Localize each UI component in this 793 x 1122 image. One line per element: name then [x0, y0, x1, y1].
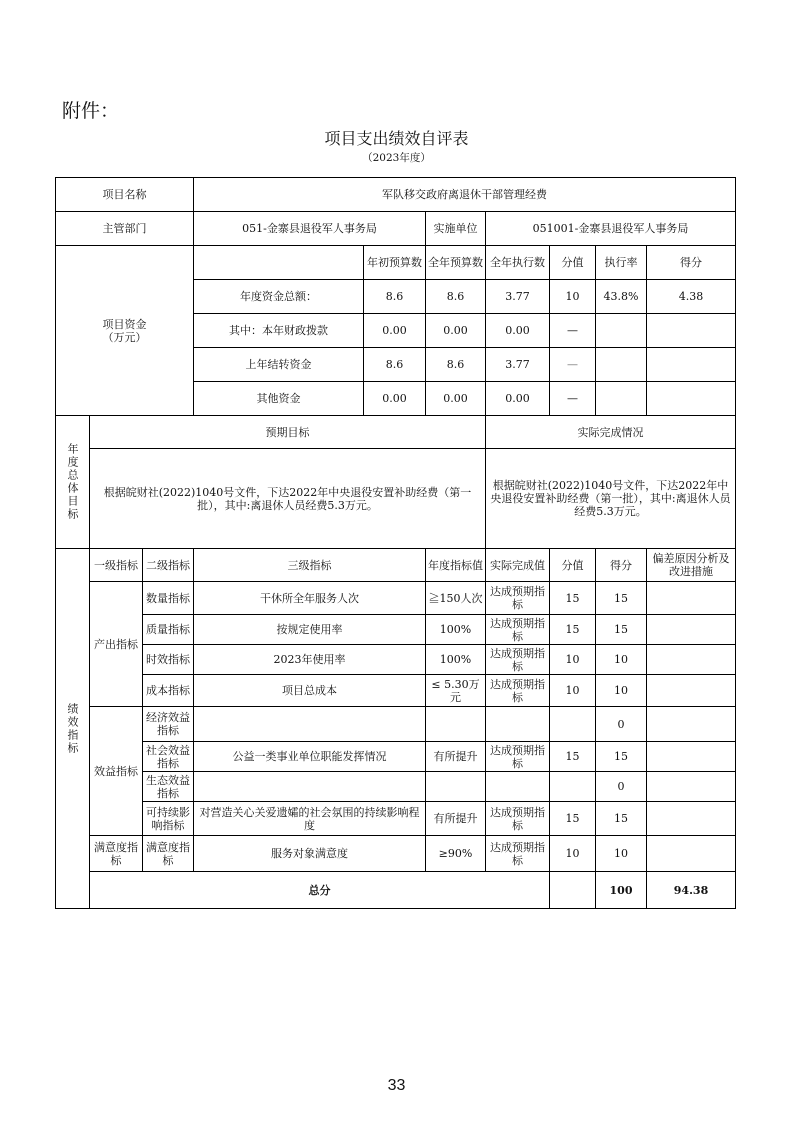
actual-cell [486, 707, 550, 742]
target-cell: ≧150人次 [426, 582, 486, 615]
dept-label: 主管部门 [56, 212, 194, 246]
l3-cell: 按规定使用率 [194, 615, 426, 645]
dept-value: 051-金寨县退役军人事务局 [194, 212, 426, 246]
funds-header-col: 全年预算数 [426, 246, 486, 280]
expected-goal-header: 预期目标 [90, 416, 486, 449]
funds-cell: 0.00 [426, 382, 486, 416]
l3-cell: 2023年使用率 [194, 645, 426, 675]
indicator-row [56, 802, 736, 836]
indicator-row [56, 707, 736, 742]
note-cell [647, 742, 736, 772]
l3-cell: 对营造关心关爱遗孀的社会氛围的持续影响程度 [194, 802, 426, 836]
funds-row-label: 上年结转资金 [194, 348, 364, 382]
total-actual-blank [550, 872, 596, 909]
score-val-cell [550, 772, 596, 802]
funds-cell: 0.00 [486, 382, 550, 416]
funds-cell: — [550, 382, 596, 416]
score-cell: 15 [596, 615, 647, 645]
satisfaction-indicator-label: 满意度指标 [90, 836, 143, 872]
project-name-row [56, 178, 736, 212]
score-cell: 15 [596, 582, 647, 615]
score-val-cell [550, 707, 596, 742]
score-val-cell: 10 [550, 645, 596, 675]
funds-header-col: 分值 [550, 246, 596, 280]
impl-label: 实施单位 [426, 212, 486, 246]
l3-cell: 项目总成本 [194, 675, 426, 707]
l2-cell: 质量指标 [143, 615, 194, 645]
page-number: 33 [387, 1077, 406, 1094]
score-val-cell: 15 [550, 802, 596, 836]
goals-content-row [56, 449, 736, 549]
funds-cell: 43.8% [596, 280, 647, 314]
funds-cell: 0.00 [486, 314, 550, 348]
funds-label: 项目资金 （万元） [56, 246, 194, 416]
funds-cell [647, 348, 736, 382]
l2-cell: 可持续影响指标 [143, 802, 194, 836]
target-cell [426, 772, 486, 802]
l3-cell: 干休所全年服务人次 [194, 582, 426, 615]
note-cell [647, 836, 736, 872]
funds-cell: — [550, 348, 596, 382]
perf-header: 分值 [550, 549, 596, 582]
actual-goal-header: 实际完成情况 [486, 416, 736, 449]
evaluation-table [55, 177, 736, 909]
l3-cell: 公益一类事业单位职能发挥情况 [194, 742, 426, 772]
funds-cell: 0.00 [364, 314, 426, 348]
funds-cell: — [550, 314, 596, 348]
indicator-row [56, 615, 736, 645]
l2-cell: 社会效益指标 [143, 742, 194, 772]
indicator-row [56, 582, 736, 615]
score-val-cell: 15 [550, 742, 596, 772]
funds-cell: 8.6 [364, 280, 426, 314]
l2-cell: 经济效益指标 [143, 707, 194, 742]
funds-cell: 0.00 [426, 314, 486, 348]
indicator-row [56, 675, 736, 707]
actual-cell: 达成预期指标 [486, 675, 550, 707]
l3-cell [194, 772, 426, 802]
l2-cell: 生态效益指标 [143, 772, 194, 802]
funds-header-col: 执行率 [596, 246, 647, 280]
funds-cell [596, 348, 647, 382]
l3-cell: 服务对象满意度 [194, 836, 426, 872]
score-cell: 10 [596, 675, 647, 707]
target-cell: 有所提升 [426, 802, 486, 836]
funds-cell: 8.6 [364, 348, 426, 382]
note-cell [647, 675, 736, 707]
funds-cell [596, 382, 647, 416]
project-name-value: 军队移交政府离退休干部管理经费 [194, 178, 736, 212]
actual-cell: 达成预期指标 [486, 615, 550, 645]
perf-header-row [56, 549, 736, 582]
perf-label: 绩效指标 [56, 549, 90, 909]
total-score: 94.38 [647, 872, 736, 909]
funds-cell: 4.38 [647, 280, 736, 314]
indicator-row [56, 836, 736, 872]
perf-header: 二级指标 [143, 549, 194, 582]
target-cell: ≤ 5.30万元 [426, 675, 486, 707]
output-indicator-label: 产出指标 [90, 582, 143, 707]
actual-goal-text: 根据皖财社(2022)1040号文件，下达2022年中央退役安置补助经费（第一批），其中:离退休人员经费5.3万元。 [486, 449, 736, 549]
benefit-indicator-label: 效益指标 [90, 707, 143, 836]
perf-header: 偏差原因分析及改进措施 [647, 549, 736, 582]
note-cell [647, 707, 736, 742]
project-name-label: 项目名称 [56, 178, 194, 212]
funds-cell: 3.77 [486, 348, 550, 382]
score-cell: 15 [596, 802, 647, 836]
funds-cell: 10 [550, 280, 596, 314]
goals-header-row [56, 416, 736, 449]
page-title: 项目支出绩效自评表 [324, 129, 469, 148]
perf-header: 得分 [596, 549, 647, 582]
attachment-label: 附件： [62, 100, 120, 122]
actual-cell: 达成预期指标 [486, 836, 550, 872]
note-cell [647, 645, 736, 675]
funds-cell [596, 314, 647, 348]
actual-cell: 达成预期指标 [486, 742, 550, 772]
actual-cell: 达成预期指标 [486, 582, 550, 615]
target-cell: 有所提升 [426, 742, 486, 772]
l2-cell: 时效指标 [143, 645, 194, 675]
target-cell: 100% [426, 615, 486, 645]
perf-header: 年度指标值 [426, 549, 486, 582]
perf-header: 实际完成值 [486, 549, 550, 582]
year-subtitle: （2023年度） [362, 152, 431, 164]
score-val-cell: 15 [550, 615, 596, 645]
total-label: 总分 [90, 872, 550, 909]
score-val-cell: 10 [550, 836, 596, 872]
l2-cell: 成本指标 [143, 675, 194, 707]
actual-cell: 达成预期指标 [486, 645, 550, 675]
indicator-row [56, 772, 736, 802]
score-cell: 15 [596, 742, 647, 772]
funds-header-col: 得分 [647, 246, 736, 280]
perf-header: 一级指标 [90, 549, 143, 582]
funds-row-label: 其中：本年财政拨款 [194, 314, 364, 348]
score-val-cell: 10 [550, 675, 596, 707]
funds-cell [647, 314, 736, 348]
l3-cell [194, 707, 426, 742]
score-cell: 0 [596, 772, 647, 802]
funds-cell: 0.00 [364, 382, 426, 416]
target-cell [426, 707, 486, 742]
indicator-row [56, 742, 736, 772]
funds-header-col: 全年执行数 [486, 246, 550, 280]
expected-goal-text: 根据皖财社(2022)1040号文件，下达2022年中央退役安置补助经费（第一批），其中:离退休人员经费5.3万元。 [90, 449, 486, 549]
total-row [56, 872, 736, 909]
department-row [56, 212, 736, 246]
funds-cell: 8.6 [426, 348, 486, 382]
funds-cell: 3.77 [486, 280, 550, 314]
funds-cell [647, 382, 736, 416]
score-cell: 10 [596, 645, 647, 675]
note-cell [647, 582, 736, 615]
note-cell [647, 772, 736, 802]
score-cell: 0 [596, 707, 647, 742]
target-cell: 100% [426, 645, 486, 675]
impl-value: 051001-金寨县退役军人事务局 [486, 212, 736, 246]
actual-cell: 达成预期指标 [486, 802, 550, 836]
l2-cell: 满意度指标 [143, 836, 194, 872]
funds-header-row [56, 246, 736, 280]
note-cell [647, 615, 736, 645]
target-cell: ≥90% [426, 836, 486, 872]
indicator-row [56, 645, 736, 675]
funds-cell: 8.6 [426, 280, 486, 314]
perf-header: 三级指标 [194, 549, 426, 582]
score-cell: 10 [596, 836, 647, 872]
score-val-cell: 15 [550, 582, 596, 615]
note-cell [647, 802, 736, 836]
total-score-val: 100 [596, 872, 647, 909]
funds-row-label: 年度资金总额： [194, 280, 364, 314]
funds-header-col: 年初预算数 [364, 246, 426, 280]
funds-row-label: 其他资金 [194, 382, 364, 416]
funds-header-blank [194, 246, 364, 280]
goals-label: 年度总体目标 [56, 416, 90, 549]
l2-cell: 数量指标 [143, 582, 194, 615]
actual-cell [486, 772, 550, 802]
